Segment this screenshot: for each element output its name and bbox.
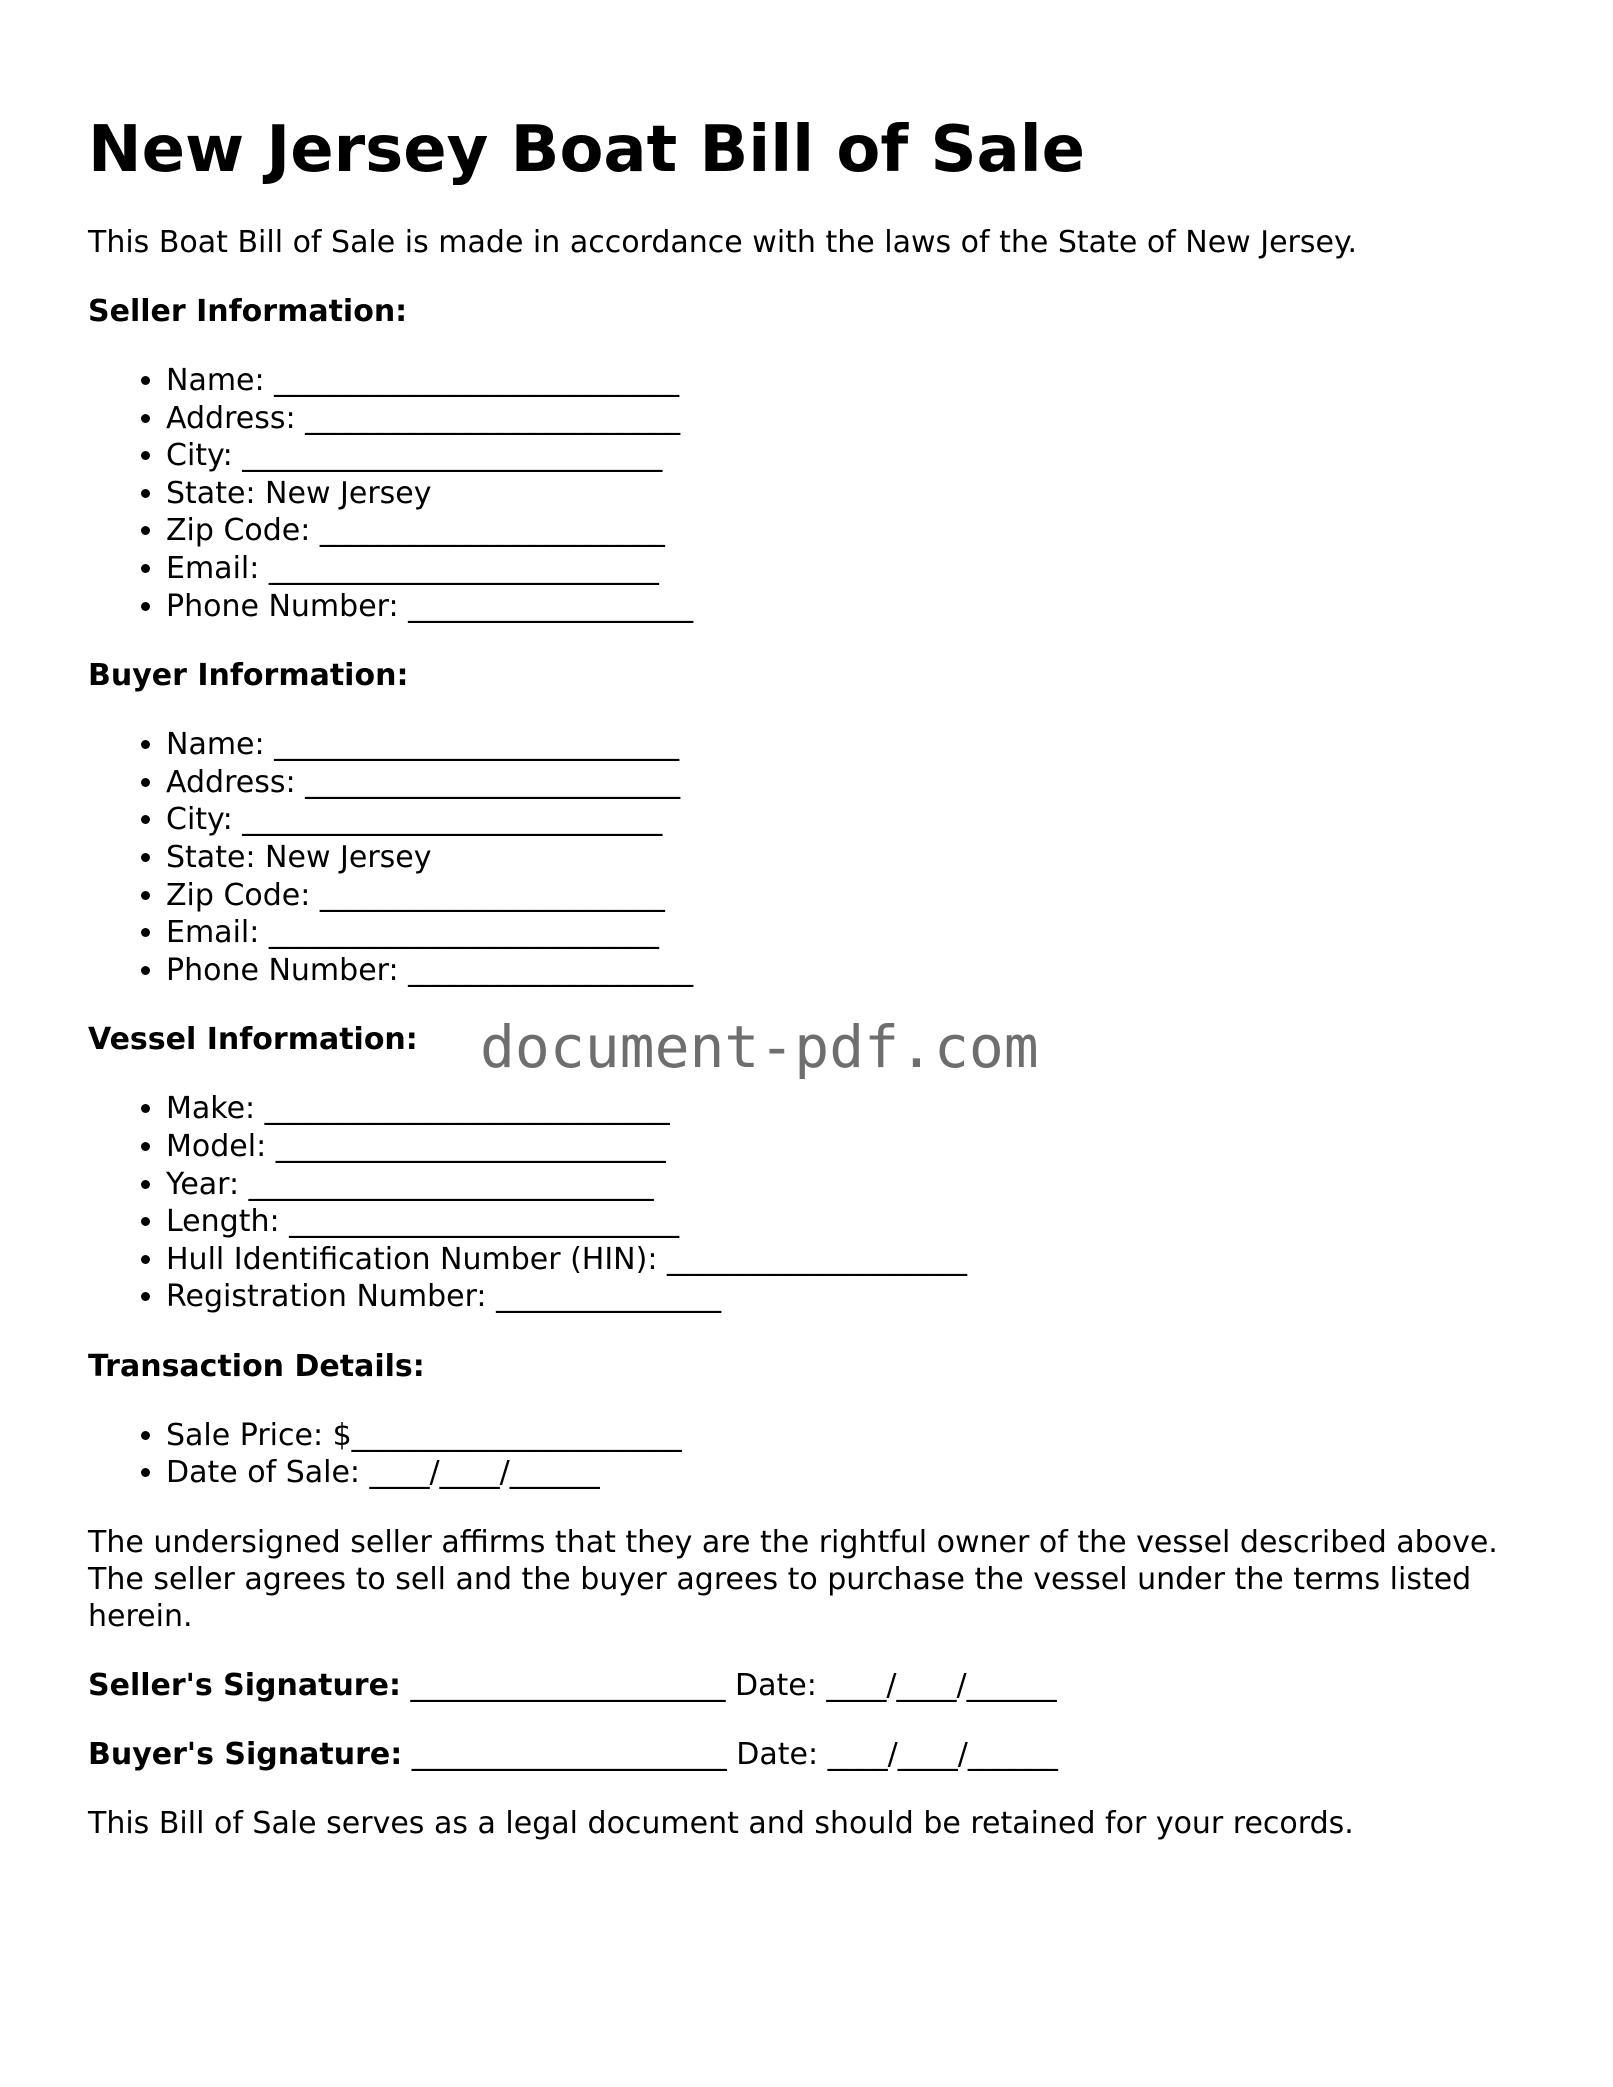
vessel-model-item: • Model: __________________________ — [166, 1128, 1528, 1166]
seller-address-item: • Address: _________________________ — [166, 400, 1528, 438]
seller-name-item: • Name: ___________________________ — [166, 362, 1528, 400]
seller-info-list — [88, 362, 1528, 625]
buyer-info-list — [88, 726, 1528, 989]
vessel-hin-item: • Hull Identification Number (HIN): ____________________ — [166, 1241, 1528, 1279]
buyer-email-item: • Email: __________________________ — [166, 914, 1528, 952]
vessel-info-list — [88, 1090, 1528, 1316]
date-of-sale-item: • Date of Sale: ____/____/______ — [166, 1454, 1528, 1492]
seller-state-item: • State: New Jersey — [166, 475, 1528, 513]
buyer-zip-item: • Zip Code: _______________________ — [166, 877, 1528, 915]
closing-paragraph: This Bill of Sale serves as a legal document and should be retained for your records. — [88, 1806, 1354, 1842]
seller-zip-item: • Zip Code: _______________________ — [166, 512, 1528, 550]
buyer-name-item: • Name: ___________________________ — [166, 726, 1528, 764]
buyer-city-item: • City: ____________________________ — [166, 801, 1528, 839]
buyer-signature-line — [88, 1736, 1528, 1773]
intro-paragraph: This Boat Bill of Sale is made in accordance with the laws of the State of New Jersey. — [88, 225, 1357, 260]
seller-signature-label: Seller's Signature: — [88, 1668, 401, 1704]
document-title: New Jersey Boat Bill of Sale — [88, 113, 1086, 187]
buyer-state-item: • State: New Jersey — [166, 839, 1528, 877]
seller-city-item: • City: ____________________________ — [166, 437, 1528, 475]
seller-section-heading: Seller Information: — [88, 294, 408, 329]
vessel-year-item: • Year: ___________________________ — [166, 1166, 1528, 1204]
buyer-section-heading: Buyer Information: — [88, 658, 409, 694]
seller-email-item: • Email: __________________________ — [166, 550, 1528, 588]
seller-signature-blank: _____________________ Date: ____/____/______ — [400, 1668, 1057, 1704]
buyer-address-item: • Address: _________________________ — [166, 764, 1528, 802]
buyer-signature-blank: _____________________ Date: ____/____/______ — [402, 1737, 1058, 1773]
sale-price-item: • Sale Price: $______________________ — [166, 1417, 1528, 1455]
transaction-details-list — [88, 1417, 1528, 1492]
watermark-text: document-pdf.com — [480, 1013, 1039, 1081]
vessel-make-item: • Make: ___________________________ — [166, 1090, 1528, 1128]
seller-phone-item: • Phone Number: ___________________ — [166, 588, 1528, 626]
document-page — [88, 112, 1528, 1874]
buyer-signature-label: Buyer's Signature: — [88, 1737, 403, 1773]
buyer-phone-item: • Phone Number: ___________________ — [166, 952, 1528, 990]
transaction-section-heading: Transaction Details: — [88, 1348, 425, 1384]
vessel-section-heading: Vessel Information: — [88, 1022, 418, 1058]
vessel-registration-item: • Registration Number: _______________ — [166, 1278, 1528, 1316]
seller-signature-line — [88, 1667, 1528, 1704]
vessel-length-item: • Length: __________________________ — [166, 1203, 1528, 1241]
affirmation-paragraph: The undersigned seller affirms that they are the rightful owner of the vessel described above. The seller agrees to sell and the buyer agrees to purchase the vessel under the terms listed herein. — [88, 1525, 1498, 1635]
